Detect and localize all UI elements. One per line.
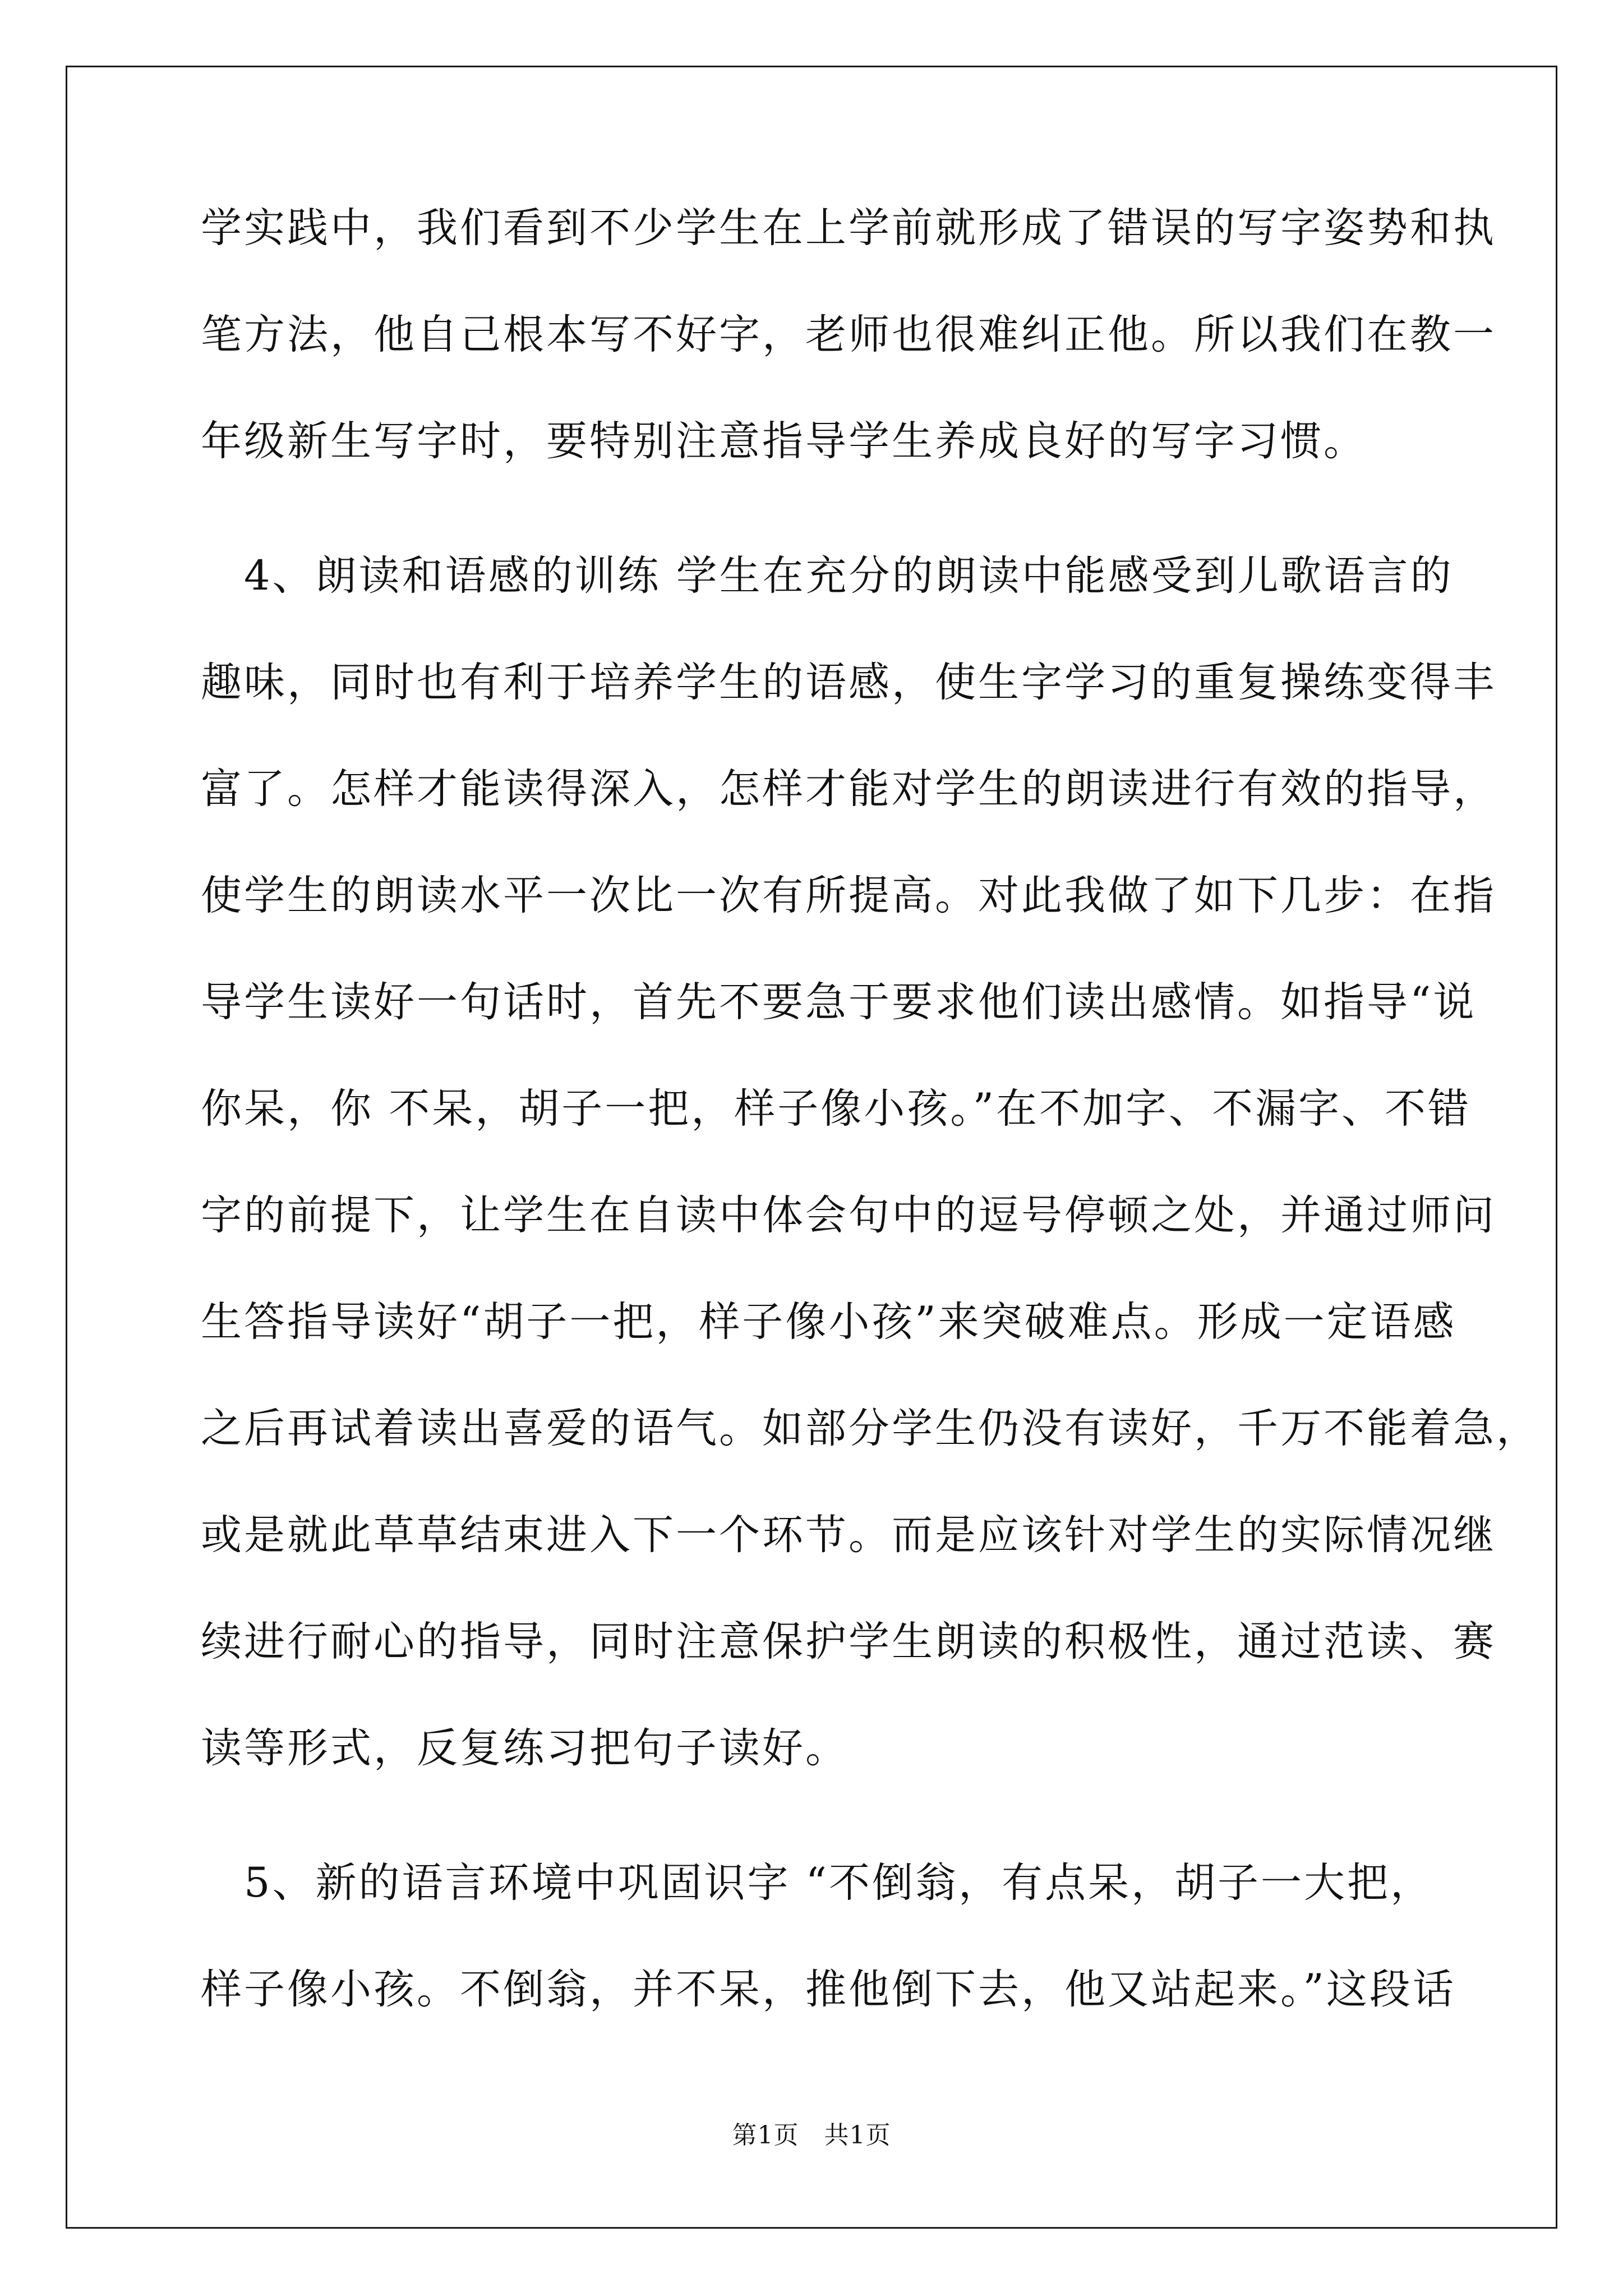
text-line: 读等形式，反复练习把句子读好。 <box>201 1724 849 1772</box>
paragraph-heading-line: 5、新的语言环境中巩固识字 “不倒翁，有点呆，胡子一大把， <box>201 1859 1433 1907</box>
text-line: 使学生的朗读水平一次比一次有所提高。对此我做了如下几步：在指 <box>201 872 1496 919</box>
text-line: 学实践中，我们看到不少学生在上学前就形成了错误的写字姿势和执 <box>201 204 1496 252</box>
text-line: 样子像小孩。不倒翁，并不呆，推他倒下去，他又站起来。”这段话 <box>201 1966 1456 2013</box>
text-line: 或是就此草草结束进入下一个环节。而是应该针对学生的实际情况继 <box>201 1511 1496 1559</box>
text-line: 生答指导读好“胡子一把，样子像小孩”来突破难点。形成一定语感 <box>201 1298 1456 1346</box>
page-number-footer: 第1页 共1页 <box>732 2121 891 2150</box>
text-line: 趣味，同时也有利于培养学生的语感，使生字学习的重复操练变得丰 <box>201 659 1496 706</box>
text-line: 导学生读好一句话时，首先不要急于要求他们读出感情。如指导“说 <box>201 978 1477 1026</box>
text-line: 之后再试着读出喜爱的语气。如部分学生仍没有读好，千万不能着急， <box>201 1405 1539 1452</box>
text-line: 笔方法，他自己根本写不好字，老师也很难纠正他。所以我们在教一 <box>201 311 1496 358</box>
text-line: 年级新生写字时，要特别注意指导学生养成良好的写字习惯。 <box>201 417 1367 465</box>
text-line: 富了。怎样才能读得深入，怎样才能对学生的朗读进行有效的指导， <box>201 765 1496 813</box>
text-line: 你呆，你 不呆，胡子一把，样子像小孩。”在不加字、不漏字、不错 <box>201 1085 1472 1133</box>
paragraph-heading-line: 4、朗读和语感的训练 学生在充分的朗读中能感受到儿歌语言的 <box>201 552 1454 600</box>
text-line: 字的前提下，让学生在自读中体会句中的逗号停顿之处，并通过师问 <box>201 1191 1496 1239</box>
text-line: 续进行耐心的指导，同时注意保护学生朗读的积极性，通过范读、赛 <box>201 1618 1496 1665</box>
